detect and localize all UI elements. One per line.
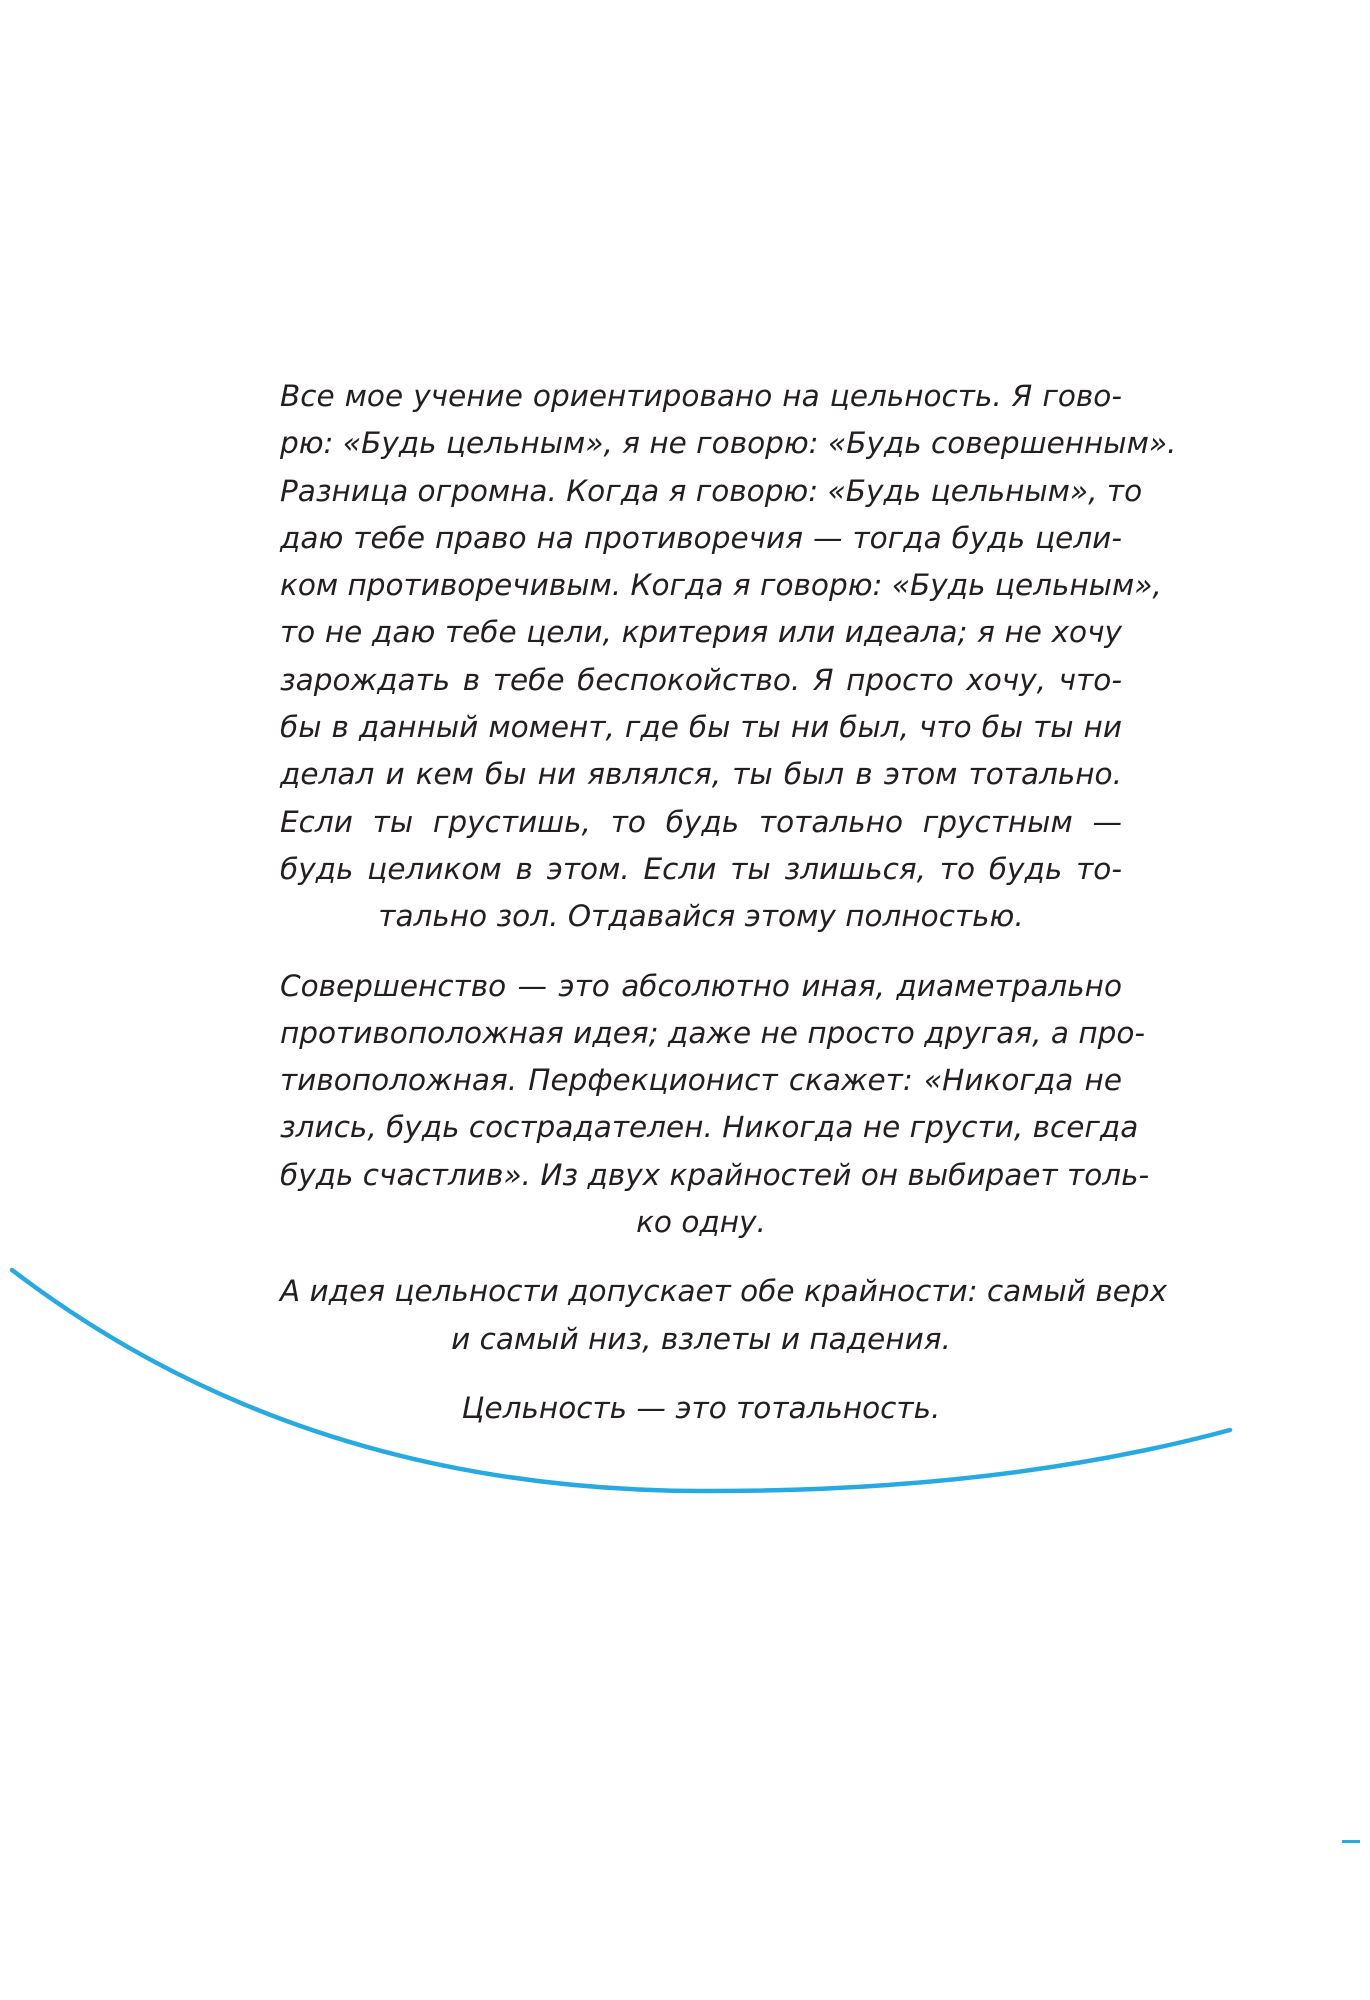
text-line: зарождать в тебе беспокойство. Я просто хочу, что- bbox=[280, 662, 1122, 697]
text-line: противоположная идея; даже не просто другая, а про- bbox=[280, 1015, 1146, 1050]
paragraph-1 bbox=[280, 373, 1177, 941]
paragraph-4 bbox=[280, 1385, 1122, 1432]
text-line: Разница огромна. Когда я говорю: «Будь цельным», то bbox=[280, 473, 1143, 508]
text-line: ком противоречивым. Когда я говорю: «Будь цельным», bbox=[280, 568, 1162, 603]
page-marker-dash bbox=[1342, 1840, 1360, 1843]
paragraph-gap bbox=[280, 1246, 1122, 1268]
text-line: Все мое учение ориентировано на цельность. Я гово- bbox=[280, 379, 1122, 413]
text-line: то не даю тебе цели, критерия или идеала; я не хочу bbox=[280, 615, 1122, 650]
text-line: Совершенство — это абсолютно иная, диаметрально bbox=[280, 968, 1122, 1003]
text-line: и самый низ, взлеты и падения. bbox=[451, 1321, 951, 1356]
paragraph-gap bbox=[280, 941, 1122, 963]
paragraph-2 bbox=[280, 963, 1150, 1247]
text-line: бы в данный момент, где бы ты ни был, что бы ты ни bbox=[280, 710, 1122, 745]
text-line: Цельность — это тотальность. bbox=[461, 1390, 941, 1425]
body-text bbox=[280, 373, 1177, 1432]
text-line: будь счастлив». Из двух крайностей он выбирает толь- bbox=[280, 1157, 1150, 1192]
paragraph-gap bbox=[280, 1363, 1122, 1385]
paragraph-3 bbox=[280, 1268, 1168, 1363]
text-line: Если ты грустишь, то будь тотально грустным — bbox=[280, 804, 1122, 839]
text-line: тально зол. Отдавайся этому полностью. bbox=[378, 899, 1024, 934]
text-line: злись, будь сострадателен. Никогда не грусти, всегда bbox=[280, 1110, 1139, 1145]
text-line: ко одну. bbox=[636, 1205, 766, 1240]
text-line: делал и кем бы ни являлся, ты был в этом тотально. bbox=[280, 757, 1122, 792]
text-line: рю: «Будь цельным», я не говорю: «Будь совершенным». bbox=[280, 426, 1177, 461]
text-line: будь целиком в этом. Если ты злишься, то будь то- bbox=[280, 851, 1122, 886]
text-line: А идея цельности допускает обе крайности: самый верх bbox=[280, 1274, 1168, 1309]
text-line: тивоположная. Перфекционист скажет: «Никогда не bbox=[280, 1063, 1122, 1098]
text-line: даю тебе право на противоречия — тогда будь цели- bbox=[280, 520, 1122, 555]
